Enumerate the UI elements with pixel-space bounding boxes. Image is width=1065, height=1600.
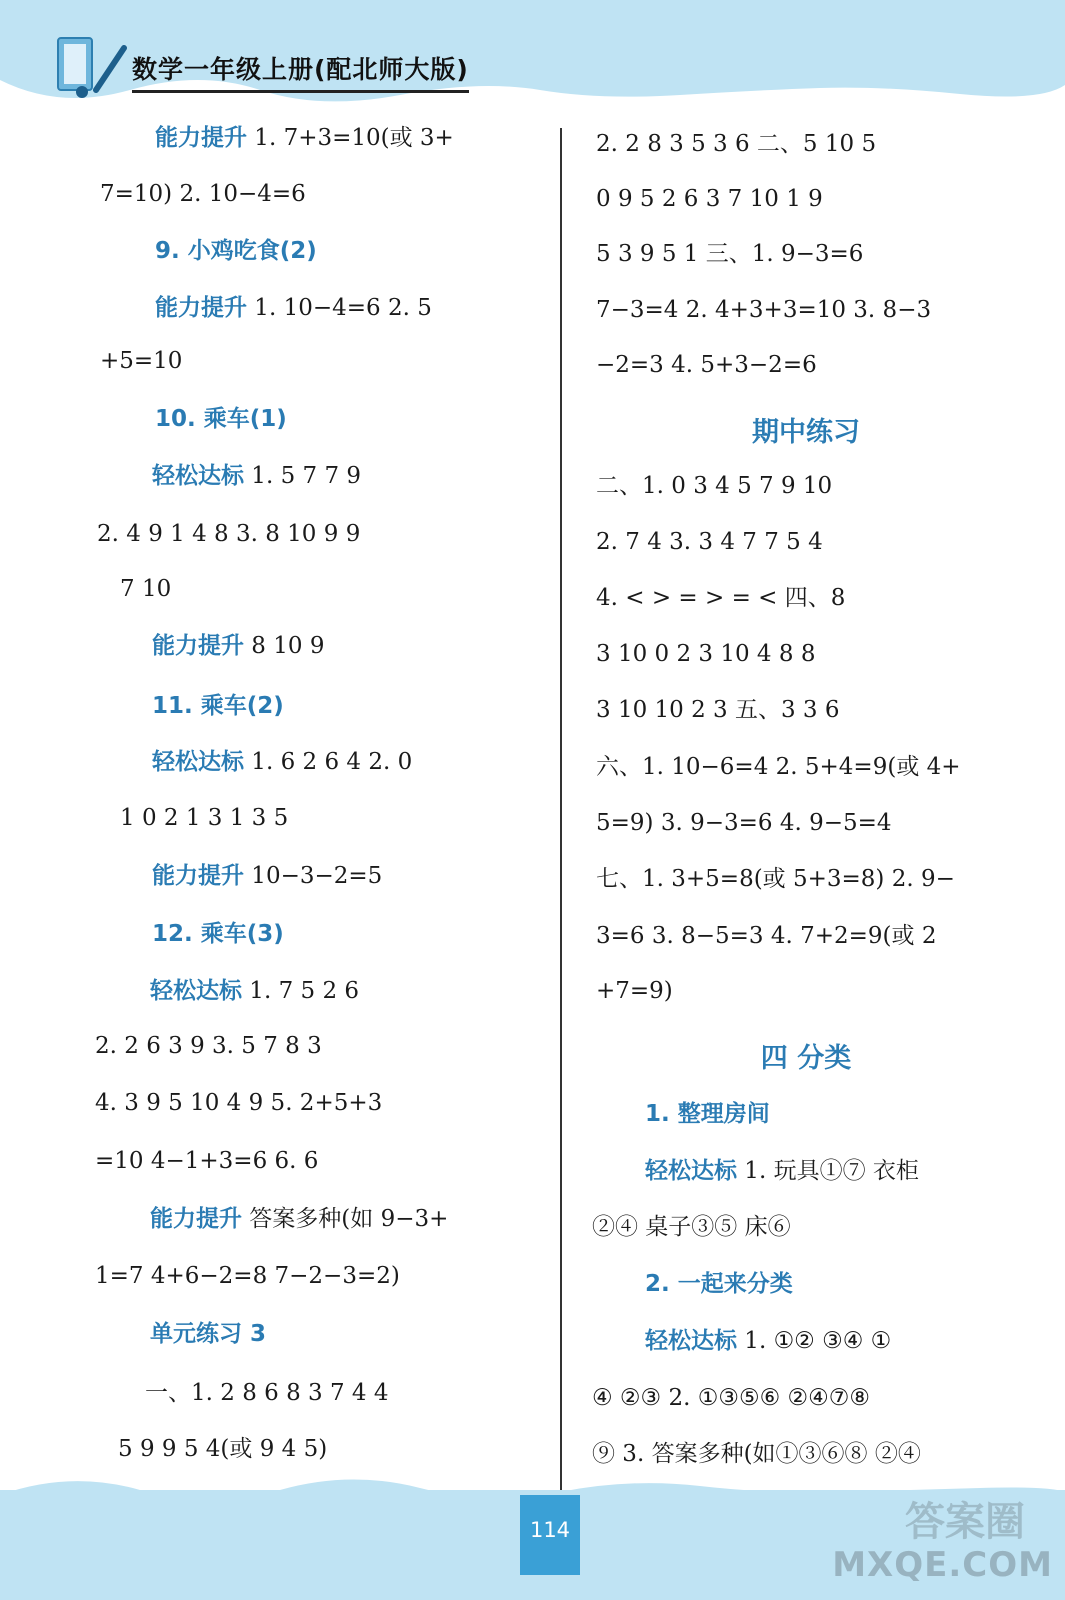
left-line: [120, 573, 171, 605]
right-mid-line: 二、1. 0 3 4 5 7 9 10: [596, 473, 833, 499]
left-line: [150, 1318, 266, 1350]
right-top-line: 7−3=4 2. 4+3+3=10 3. 8−3: [596, 297, 932, 323]
answer-text: ②④ 桌子③⑤ 床⑥: [592, 1214, 791, 1240]
section-label: 轻松达标: [645, 1328, 737, 1354]
left-line: [150, 1203, 448, 1235]
right-top-line: 0 9 5 2 6 3 7 10 1 9: [596, 186, 823, 212]
left-line: [100, 178, 306, 210]
answer-text: 1=7 4+6−2=8 7−2−3=2): [95, 1263, 400, 1289]
left-line: [152, 630, 324, 662]
answer-text: 1. 玩具①⑦ 衣柜: [737, 1158, 919, 1184]
left-line: [95, 1145, 318, 1177]
answer-text: 10−3−2=5: [244, 863, 383, 889]
watermark-logo-text: 答案圈: [905, 1499, 1025, 1545]
left-line: [100, 345, 182, 377]
right-top-line: −2=3 4. 5+3−2=6: [596, 352, 817, 378]
left-line: [97, 518, 360, 550]
answer-text: 1. 5 7 7 9: [244, 463, 362, 489]
right-bottom-line: [645, 1098, 770, 1130]
answer-text: +5=10: [100, 348, 183, 374]
answer-text: 7=10) 2. 10−4=6: [100, 181, 306, 207]
answer-text: ④ ②③ 2. ①③⑤⑥ ②④⑦⑧: [592, 1385, 870, 1411]
left-line: [152, 918, 284, 950]
section-label: 11. 乘车(2): [152, 693, 284, 719]
right-mid-line: 4. < > = > = < 四、8: [596, 585, 846, 611]
answer-text: 答案多种(如 9−3+: [242, 1206, 449, 1232]
section-label: 单元练习 3: [150, 1321, 267, 1347]
right-mid-line: +7=9): [596, 978, 673, 1004]
right-bottom-line: [645, 1268, 793, 1300]
left-line: [152, 460, 361, 492]
section-label: 12. 乘车(3): [152, 921, 284, 947]
left-line: [145, 1377, 389, 1409]
left-line: [120, 802, 288, 834]
answer-text: 5 9 9 5 4(或 9 4 5): [118, 1436, 328, 1462]
left-line: [155, 235, 317, 267]
right-top-line: 2. 2 8 3 5 3 6 二、5 10 5: [596, 131, 877, 157]
right-mid-line: 2. 7 4 3. 3 4 7 7 5 4: [596, 529, 823, 555]
right-mid-line: 3=6 3. 8−5=3 4. 7+2=9(或 2: [596, 923, 937, 949]
right-mid-line: 六、1. 10−6=4 2. 5+4=9(或 4+: [596, 754, 961, 780]
unit4-heading: 四 分类: [760, 1043, 852, 1074]
right-mid-line: 七、1. 3+5=8(或 5+3=8) 2. 9−: [596, 866, 955, 892]
answer-text: 7 10: [120, 576, 172, 602]
section-label: 能力提升: [152, 863, 244, 889]
midterm-heading: 期中练习: [752, 417, 860, 448]
right-mid-line: 3 10 0 2 3 10 4 8 8: [596, 641, 816, 667]
page-header-title: 数学一年级上册(配北师大版): [132, 50, 469, 93]
section-label: 10. 乘车(1): [155, 406, 287, 432]
answer-text: 1. ①② ③④ ①: [737, 1328, 892, 1354]
right-mid-line: 3 10 10 2 3 五、3 3 6: [596, 697, 840, 723]
left-line: [155, 403, 287, 435]
right-bottom-line: [592, 1382, 870, 1414]
section-label: 1. 整理房间: [645, 1101, 770, 1127]
right-bottom-line: [592, 1211, 791, 1243]
watermark-url: MXQE.COM: [832, 1545, 1053, 1585]
left-line: [152, 860, 382, 892]
page-number: 114: [520, 1495, 580, 1575]
left-line: [150, 975, 359, 1007]
section-label: 轻松达标: [150, 978, 242, 1004]
right-bottom-line: [645, 1325, 891, 1357]
book-pen-logo-icon: [52, 30, 132, 102]
section-label: 2. 一起来分类: [645, 1271, 793, 1297]
left-line: [95, 1087, 382, 1119]
section-label: 轻松达标: [645, 1158, 737, 1184]
right-bottom-line: [645, 1155, 919, 1187]
answer-text: 8 10 9: [244, 633, 325, 659]
right-top-line: 5 3 9 5 1 三、1. 9−3=6: [596, 241, 864, 267]
answer-text: 2. 4 9 1 4 8 3. 8 10 9 9: [97, 521, 361, 547]
section-label: 9. 小鸡吃食(2): [155, 238, 317, 264]
answer-text: 一、1. 2 8 6 8 3 7 4 4: [145, 1380, 389, 1406]
column-divider: [560, 128, 562, 1498]
section-label: 轻松达标: [152, 463, 244, 489]
left-line: [155, 292, 432, 324]
answer-text: =10 4−1+3=6 6. 6: [95, 1148, 319, 1174]
left-line: [152, 690, 284, 722]
answer-text: 4. 3 9 5 10 4 9 5. 2+5+3: [95, 1090, 383, 1116]
left-line: [152, 746, 412, 778]
section-label: 能力提升: [150, 1206, 242, 1232]
left-line: [155, 122, 454, 154]
section-label: 能力提升: [155, 125, 247, 151]
answer-text: 1. 7 5 2 6: [242, 978, 360, 1004]
left-line: [95, 1030, 322, 1062]
right-mid-line: 5=9) 3. 9−3=6 4. 9−5=4: [596, 810, 892, 836]
section-label: 能力提升: [152, 633, 244, 659]
section-label: 能力提升: [155, 295, 247, 321]
section-label: 轻松达标: [152, 749, 244, 775]
answer-text: 1. 10−4=6 2. 5: [247, 295, 432, 321]
answer-text: 2. 2 6 3 9 3. 5 7 8 3: [95, 1033, 322, 1059]
answer-text: 1. 6 2 6 4 2. 0: [244, 749, 413, 775]
answer-text: 1. 7+3=10(或 3+: [247, 125, 454, 151]
answer-text: ⑨ 3. 答案多种(如①③⑥⑧ ②④: [592, 1441, 921, 1467]
answer-text: 1 0 2 1 3 1 3 5: [120, 805, 289, 831]
left-line: [95, 1260, 400, 1292]
